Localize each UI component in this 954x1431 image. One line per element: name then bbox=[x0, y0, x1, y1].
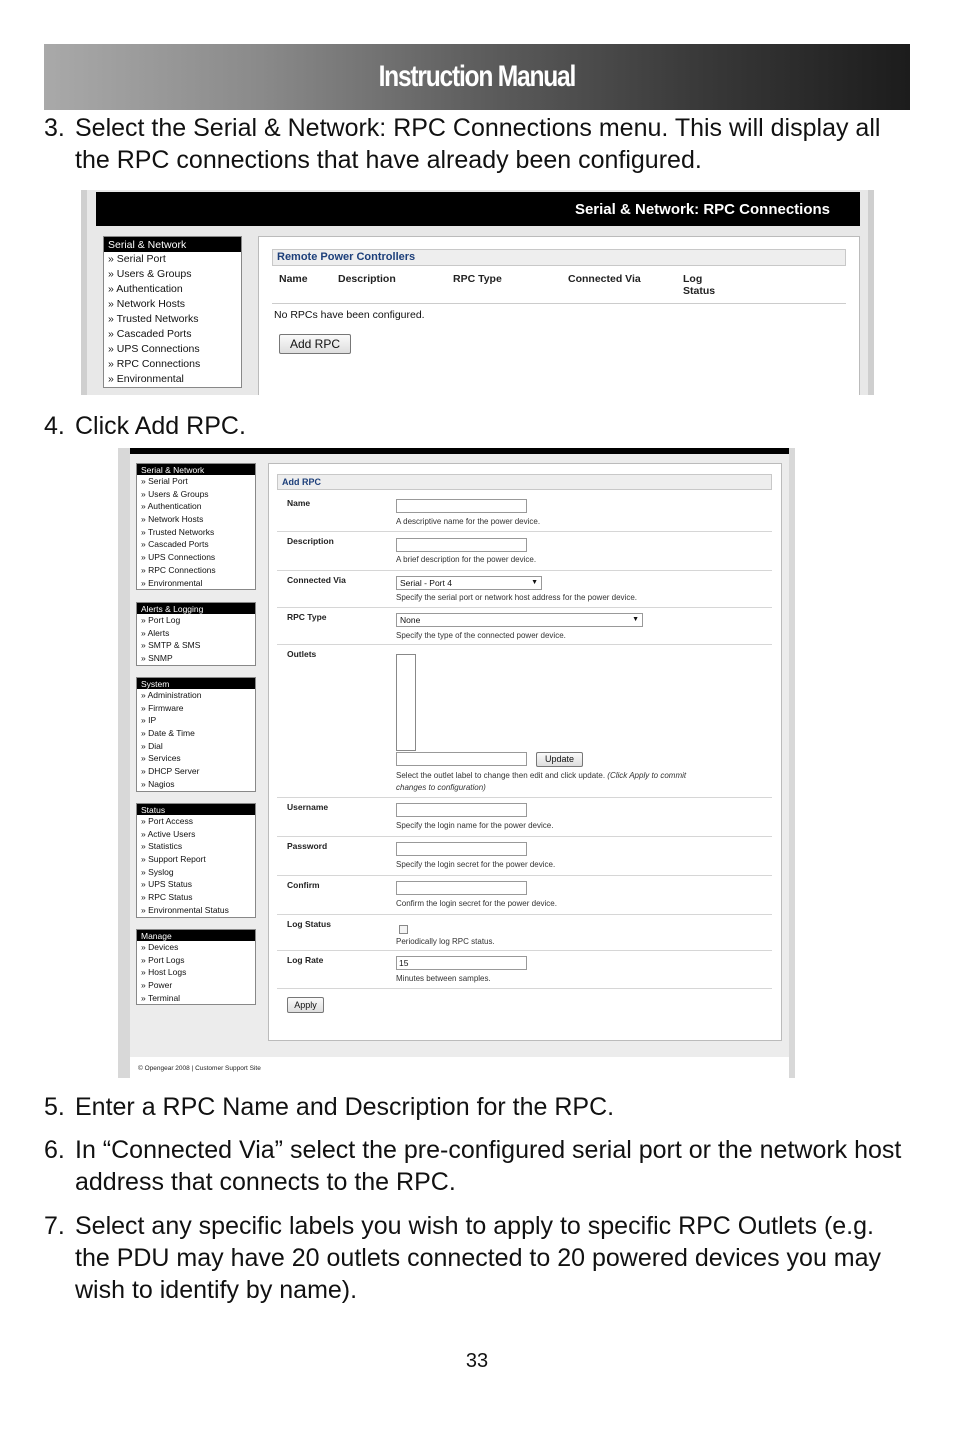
log-status-help: Periodically log RPC status. bbox=[396, 937, 495, 946]
menu-item-snmp[interactable]: » SNMP bbox=[137, 652, 255, 665]
outlets-help-note-continued: changes to configuration) bbox=[396, 783, 486, 792]
system-menu bbox=[136, 677, 256, 792]
menu-item-rpc-status[interactable]: » RPC Status bbox=[137, 891, 255, 904]
menu-item-services[interactable]: » Services bbox=[137, 752, 255, 765]
step-number: 7. bbox=[44, 1212, 65, 1240]
step-number: 4. bbox=[44, 412, 65, 440]
step-text: In “Connected Via” select the pre-configured serial port or the network host address that connects to the RPC. bbox=[75, 1136, 902, 1196]
column-header-log: Log bbox=[683, 273, 703, 285]
menu-item-authentication[interactable]: » Authentication bbox=[137, 500, 255, 513]
password-row bbox=[277, 837, 772, 876]
name-input[interactable] bbox=[396, 499, 527, 513]
outlets-help-continued bbox=[396, 782, 486, 794]
description-help: A brief description for the power device. bbox=[396, 555, 537, 564]
page-title: Serial & Network: RPC Connections bbox=[574, 200, 830, 218]
menu-item-host-logs[interactable]: » Host Logs bbox=[137, 966, 255, 979]
outlet-label-input[interactable] bbox=[396, 752, 527, 766]
menu-item-alerts[interactable]: » Alerts bbox=[137, 627, 255, 640]
menu-item-support-report[interactable]: » Support Report bbox=[137, 853, 255, 866]
manual-header-banner bbox=[44, 44, 910, 110]
description-input[interactable] bbox=[396, 538, 527, 552]
page-title-bar bbox=[96, 192, 860, 226]
log-rate-help: Minutes between samples. bbox=[396, 974, 491, 983]
menu-header: Serial & Network bbox=[104, 237, 241, 252]
manual-title: Instruction Manual bbox=[378, 60, 576, 93]
status-menu bbox=[136, 803, 256, 918]
connected-via-select[interactable] bbox=[396, 576, 542, 590]
menu-header: Status bbox=[137, 804, 255, 815]
menu-item-date-time[interactable]: » Date & Time bbox=[137, 727, 255, 740]
menu-item-network-hosts[interactable]: » Network Hosts bbox=[104, 297, 241, 312]
add-rpc-page bbox=[130, 448, 789, 1078]
menu-item-statistics[interactable]: » Statistics bbox=[137, 840, 255, 853]
username-help: Specify the login name for the power device. bbox=[396, 821, 554, 830]
log-status-checkbox[interactable] bbox=[399, 925, 408, 934]
username-input[interactable] bbox=[396, 803, 527, 817]
connected-via-help: Specify the serial port or network host address for the power device. bbox=[396, 593, 638, 602]
add-rpc-button[interactable]: Add RPC bbox=[279, 334, 351, 354]
menu-item-dial[interactable]: » Dial bbox=[137, 740, 255, 753]
menu-item-environmental[interactable]: » Environmental bbox=[137, 577, 255, 590]
divider bbox=[272, 303, 846, 304]
outlets-help bbox=[396, 770, 686, 782]
step-number: 3. bbox=[44, 114, 65, 142]
password-label: Password bbox=[287, 841, 328, 851]
column-header-rpc-type: RPC Type bbox=[453, 273, 502, 285]
menu-item-ip[interactable]: » IP bbox=[137, 714, 255, 727]
password-input[interactable] bbox=[396, 842, 527, 856]
log-rate-label: Log Rate bbox=[287, 955, 324, 965]
rpc-connections-screenshot bbox=[81, 190, 874, 395]
step-3 bbox=[44, 112, 904, 176]
form-title: Add RPC bbox=[277, 474, 772, 490]
menu-item-environmental-status[interactable]: » Environmental Status bbox=[137, 904, 255, 917]
menu-item-smtp-sms[interactable]: » SMTP & SMS bbox=[137, 639, 255, 652]
rpc-type-value: None bbox=[400, 615, 421, 625]
confirm-input[interactable] bbox=[396, 881, 527, 895]
outlets-help-note: (Click Apply to commit bbox=[607, 771, 687, 780]
menu-item-ups-connections[interactable]: » UPS Connections bbox=[137, 551, 255, 564]
column-header-connected-via: Connected Via bbox=[568, 273, 641, 285]
serial-network-menu bbox=[103, 236, 242, 388]
menu-item-port-logs[interactable]: » Port Logs bbox=[137, 954, 255, 967]
step-text: Select the Serial & Network: RPC Connections menu. This will display all the RPC connections that have already been configured. bbox=[75, 114, 881, 174]
menu-item-trusted-networks[interactable]: » Trusted Networks bbox=[104, 312, 241, 327]
menu-item-network-hosts[interactable]: » Network Hosts bbox=[137, 513, 255, 526]
menu-header: Manage bbox=[137, 930, 255, 941]
menu-item-environmental[interactable]: » Environmental bbox=[104, 372, 241, 387]
menu-item-serial-port[interactable]: » Serial Port bbox=[104, 252, 241, 267]
alerts-logging-menu bbox=[136, 602, 256, 666]
description-label: Description bbox=[287, 536, 334, 546]
menu-item-users-groups[interactable]: » Users & Groups bbox=[104, 267, 241, 282]
menu-item-active-users[interactable]: » Active Users bbox=[137, 828, 255, 841]
menu-item-syslog[interactable]: » Syslog bbox=[137, 866, 255, 879]
menu-item-trusted-networks[interactable]: » Trusted Networks bbox=[137, 526, 255, 539]
menu-item-ups-connections[interactable]: » UPS Connections bbox=[104, 342, 241, 357]
column-header-name: Name bbox=[279, 273, 308, 285]
step-text: Select any specific labels you wish to apply to specific RPC Outlets (e.g. the PDU may have 20 outlets connected to 20 powered devices you may wish to identify by name). bbox=[75, 1212, 882, 1304]
menu-item-rpc-connections[interactable]: » RPC Connections bbox=[104, 357, 241, 372]
confirm-label: Confirm bbox=[287, 880, 320, 890]
confirm-row bbox=[277, 876, 772, 915]
connected-via-value: Serial - Port 4 bbox=[400, 578, 452, 588]
outlets-row bbox=[277, 645, 772, 798]
rpc-type-row bbox=[277, 608, 772, 645]
dropdown-arrow-icon: ▼ bbox=[531, 579, 538, 586]
confirm-help: Confirm the login secret for the power device. bbox=[396, 899, 557, 908]
update-button[interactable]: Update bbox=[536, 752, 583, 767]
menu-item-ups-status[interactable]: » UPS Status bbox=[137, 878, 255, 891]
add-rpc-screenshot bbox=[118, 448, 795, 1078]
page-number: 33 bbox=[465, 1350, 489, 1372]
log-rate-row bbox=[277, 951, 772, 989]
log-rate-input[interactable]: 15 bbox=[396, 956, 527, 970]
rpc-panel bbox=[258, 236, 860, 395]
rpc-type-label: RPC Type bbox=[287, 612, 327, 622]
menu-item-rpc-connections[interactable]: » RPC Connections bbox=[137, 564, 255, 577]
step-number: 5. bbox=[44, 1093, 65, 1121]
name-help: A descriptive name for the power device. bbox=[396, 517, 541, 526]
log-status-label: Log Status bbox=[287, 919, 331, 929]
menu-item-power[interactable]: » Power bbox=[137, 979, 255, 992]
menu-item-port-log[interactable]: » Port Log bbox=[137, 614, 255, 627]
menu-item-nagios[interactable]: » Nagios bbox=[137, 778, 255, 791]
menu-item-dhcp-server[interactable]: » DHCP Server bbox=[137, 765, 255, 778]
step-text: Enter a RPC Name and Description for the RPC. bbox=[75, 1093, 615, 1121]
menu-item-terminal[interactable]: » Terminal bbox=[137, 992, 255, 1005]
menu-item-port-access[interactable]: » Port Access bbox=[137, 815, 255, 828]
page-footer: © Opengear 2008 | Customer Support Site bbox=[138, 1065, 261, 1072]
log-status-row bbox=[277, 915, 772, 951]
column-header-status: Status bbox=[683, 285, 716, 297]
panel-title: Remote Power Controllers bbox=[272, 249, 846, 266]
step-number: 6. bbox=[44, 1136, 65, 1164]
username-label: Username bbox=[287, 802, 329, 812]
add-rpc-form bbox=[268, 463, 782, 1041]
menu-item-users-groups[interactable]: » Users & Groups bbox=[137, 488, 255, 501]
step-4 bbox=[44, 410, 904, 442]
apply-button[interactable]: Apply bbox=[287, 997, 324, 1013]
outlets-listbox[interactable] bbox=[396, 654, 416, 751]
menu-item-firmware[interactable]: » Firmware bbox=[137, 702, 255, 715]
menu-item-cascaded-ports[interactable]: » Cascaded Ports bbox=[104, 327, 241, 342]
step-5 bbox=[44, 1091, 904, 1123]
menu-item-devices[interactable]: » Devices bbox=[137, 941, 255, 954]
empty-message: No RPCs have been configured. bbox=[274, 309, 425, 321]
username-row bbox=[277, 798, 772, 837]
menu-item-authentication[interactable]: » Authentication bbox=[104, 282, 241, 297]
menu-header: System bbox=[137, 678, 255, 689]
connected-via-row bbox=[277, 571, 772, 608]
description-row bbox=[277, 532, 772, 571]
step-7 bbox=[44, 1210, 904, 1306]
rpc-type-help: Specify the type of the connected power device. bbox=[396, 631, 566, 640]
name-row bbox=[277, 494, 772, 532]
serial-network-menu bbox=[136, 463, 256, 590]
menu-item-serial-port[interactable]: » Serial Port bbox=[137, 475, 255, 488]
menu-item-cascaded-ports[interactable]: » Cascaded Ports bbox=[137, 538, 255, 551]
outlets-help-text: Select the outlet label to change then edit and click update. bbox=[396, 771, 606, 780]
dropdown-arrow-icon: ▼ bbox=[632, 616, 639, 623]
step-6 bbox=[44, 1134, 904, 1198]
manage-menu bbox=[136, 929, 256, 1005]
outlets-label: Outlets bbox=[287, 649, 317, 659]
step-text: Click Add RPC. bbox=[75, 412, 246, 440]
name-label: Name bbox=[287, 498, 311, 508]
rpc-type-select[interactable] bbox=[396, 613, 643, 627]
menu-item-administration[interactable]: » Administration bbox=[137, 689, 255, 702]
password-help: Specify the login secret for the power device. bbox=[396, 860, 556, 869]
menu-header: Serial & Network bbox=[137, 464, 255, 475]
column-header-description: Description bbox=[338, 273, 396, 285]
menu-header: Alerts & Logging bbox=[137, 603, 255, 614]
connected-via-label: Connected Via bbox=[287, 575, 346, 585]
